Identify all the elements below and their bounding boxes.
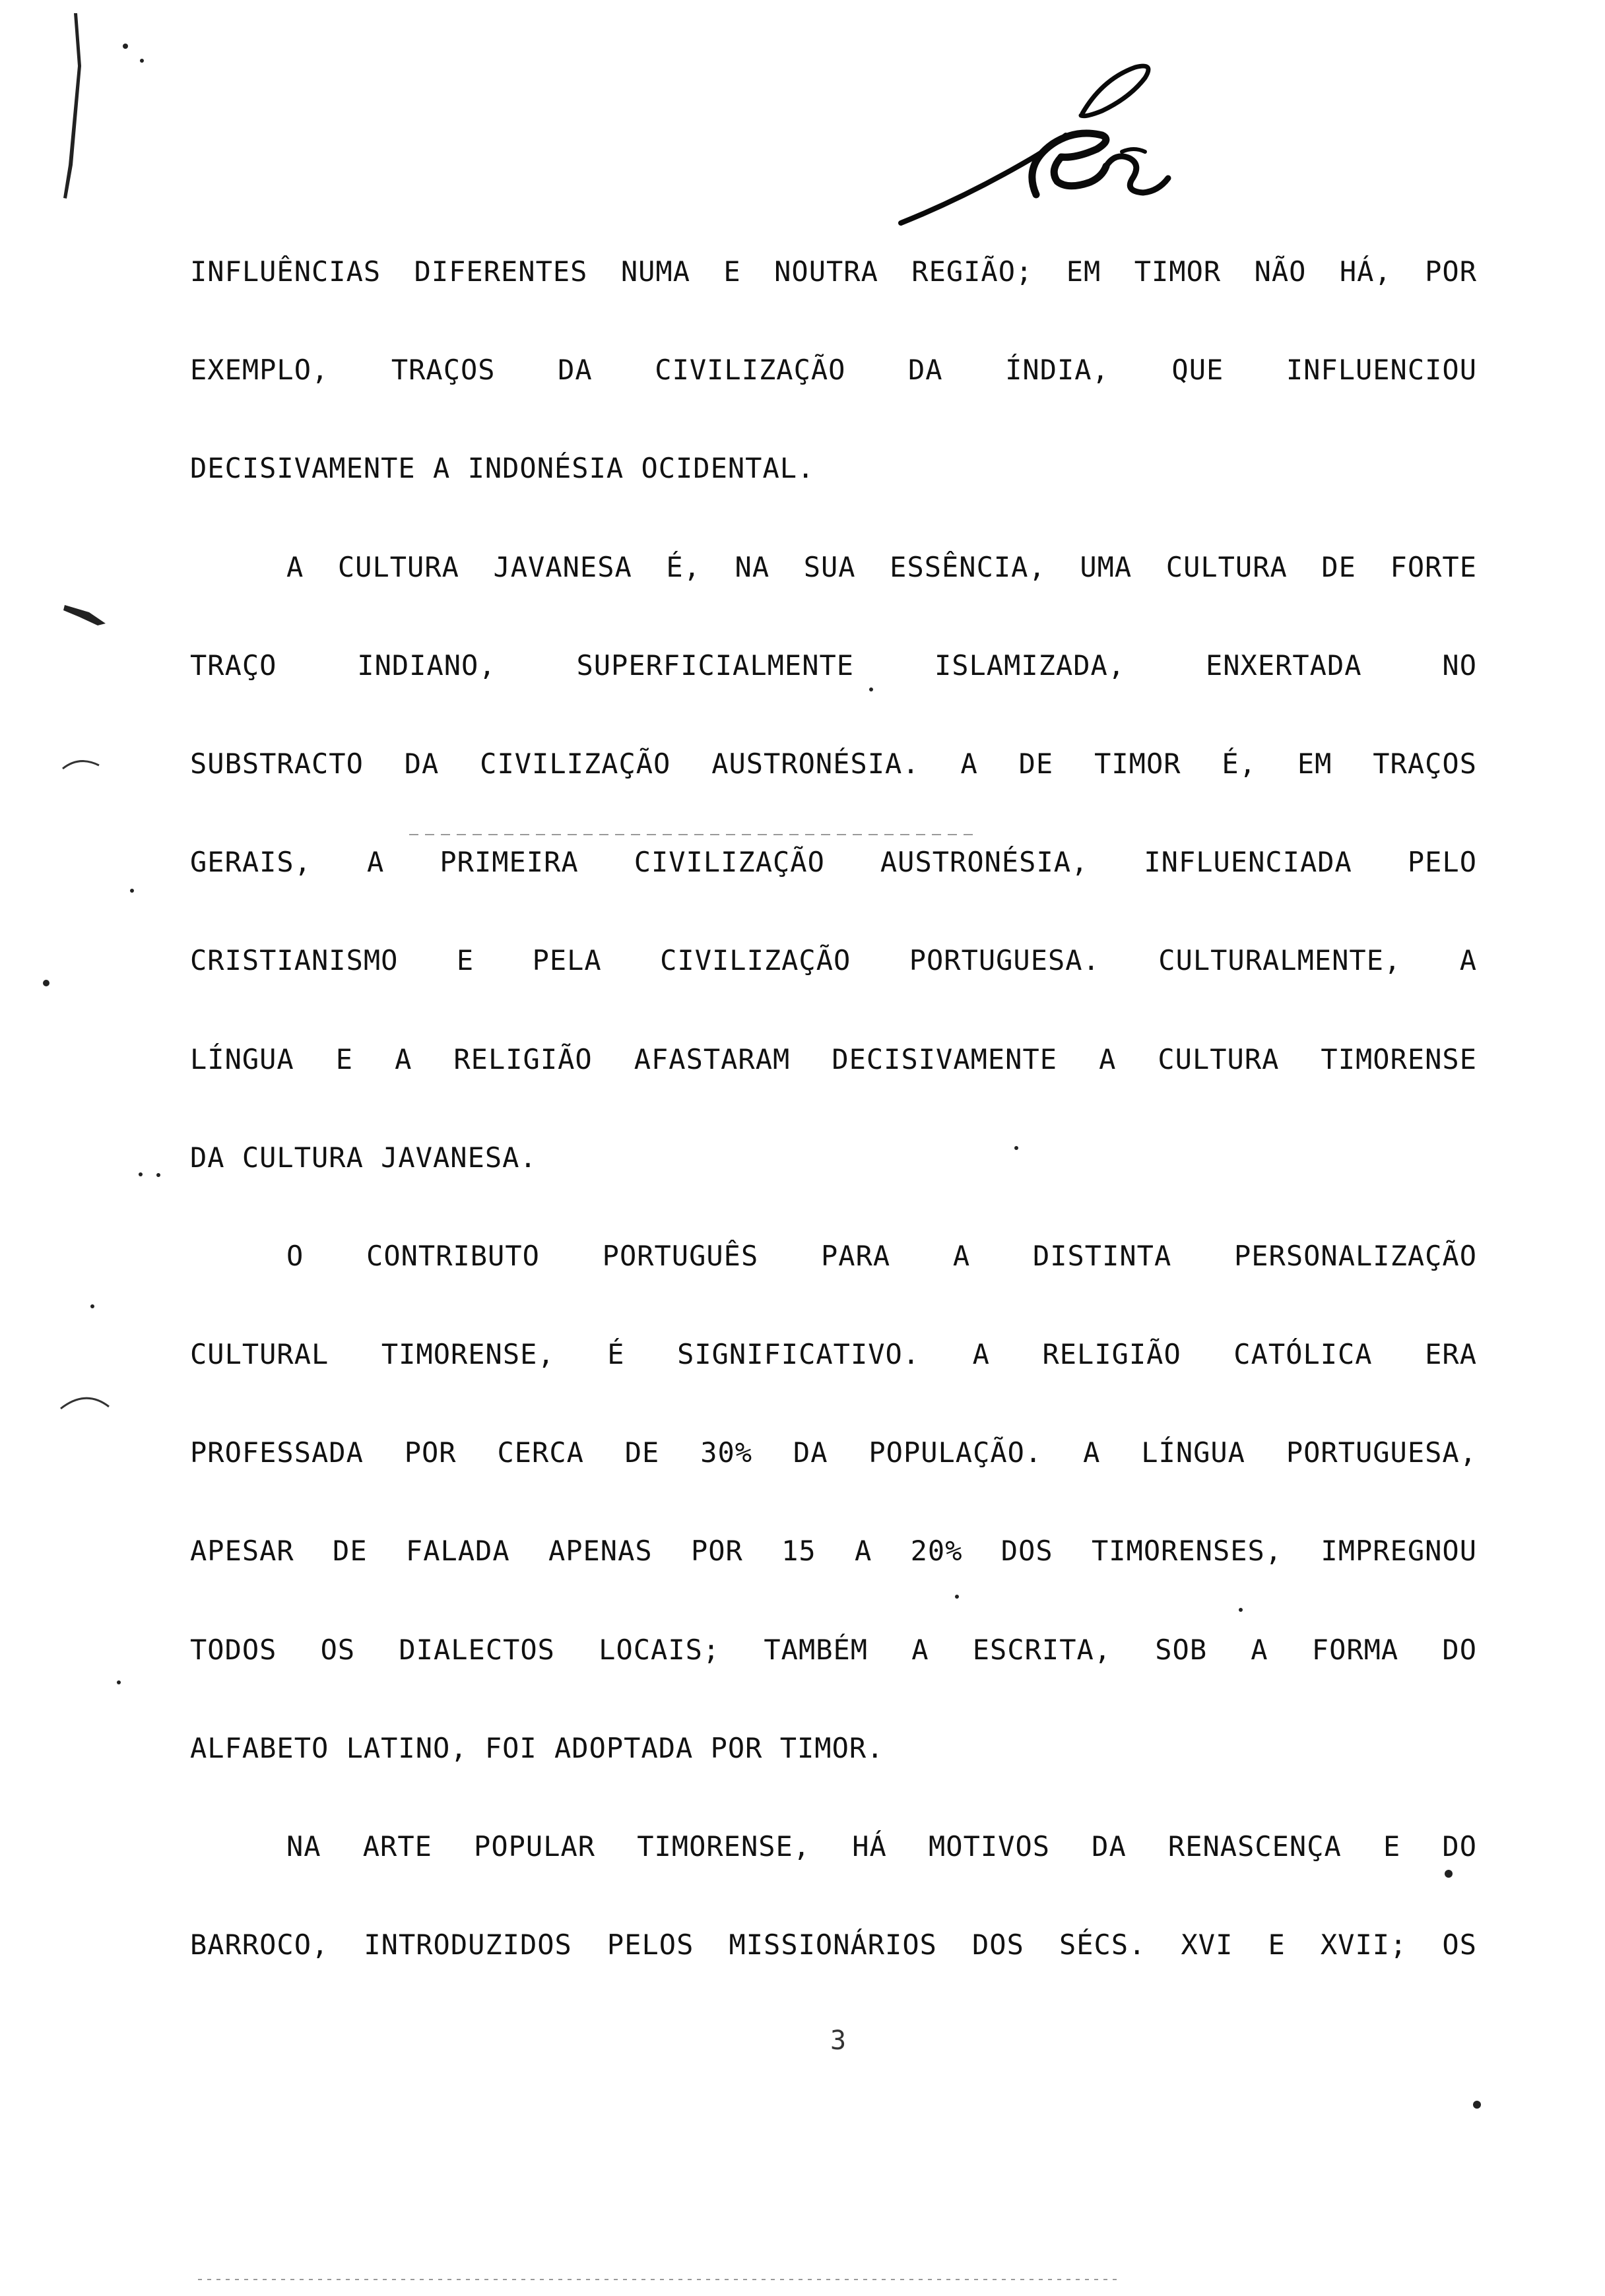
- text-line: APESAR DE FALADA APENAS POR 15 A 20% DOS TIMORENSES, IMPREGNOU: [190, 1535, 1477, 1568]
- text-line: NA ARTE POPULAR TIMORENSE, HÁ MOTIVOS DA RENASCENÇA E DO: [286, 1830, 1477, 1863]
- page-number: 3: [830, 2025, 847, 2056]
- text-line: CULTURAL TIMORENSE, É SIGNIFICATIVO. A RELIGIÃO CATÓLICA ERA: [190, 1338, 1477, 1371]
- text-line: DECISIVAMENTE A INDONÉSIA OCIDENTAL.: [190, 452, 815, 485]
- text-line: ALFABETO LATINO, FOI ADOPTADA POR TIMOR.: [190, 1731, 884, 1764]
- speck: [43, 980, 49, 986]
- speck: [90, 1304, 94, 1308]
- speck: [156, 1173, 160, 1177]
- text-line: INFLUÊNCIAS DIFERENTES NUMA E NOUTRA REGIÃO; EM TIMOR NÃO HÁ, POR: [190, 255, 1477, 288]
- speck: [117, 1680, 121, 1684]
- text-line: CRISTIANISMO E PELA CIVILIZAÇÃO PORTUGUESA. CULTURALMENTE, A: [190, 944, 1477, 977]
- speck: [130, 889, 134, 893]
- speck: [123, 44, 128, 49]
- text-line: EXEMPLO, TRAÇOS DA CIVILIZAÇÃO DA ÍNDIA, QUE INFLUENCIOU: [190, 354, 1477, 387]
- margin-mark-1: [63, 13, 81, 199]
- handwritten-signature: [884, 53, 1195, 238]
- text-line: A CULTURA JAVANESA É, NA SUA ESSÊNCIA, UMA CULTURA DE FORTE: [286, 550, 1477, 583]
- text-line: GERAIS, A PRIMEIRA CIVILIZAÇÃO AUSTRONÉSIA, INFLUENCIADA PELO: [190, 846, 1477, 879]
- speck: [140, 59, 144, 63]
- text-line: TODOS OS DIALECTOS LOCAIS; TAMBÉM A ESCRITA, SOB A FORMA DO: [190, 1633, 1477, 1666]
- text-line: BARROCO, INTRODUZIDOS PELOS MISSIONÁRIOS DOS SÉCS. XVI E XVII; OS: [190, 1929, 1477, 1961]
- text-line: DA CULTURA JAVANESA.: [190, 1141, 537, 1174]
- text-line: SUBSTRACTO DA CIVILIZAÇÃO AUSTRONÉSIA. A DE TIMOR É, EM TRAÇOS: [190, 747, 1477, 780]
- body-text: [190, 245, 1477, 2017]
- text-line: TRAÇO INDIANO, SUPERFICIALMENTE ISLAMIZADA, ENXERTADA NO: [190, 649, 1477, 682]
- speck: [1473, 2101, 1481, 2109]
- margin-mark-4: [61, 1398, 109, 1409]
- text-line: PROFESSADA POR CERCA DE 30% DA POPULAÇÃO. A LÍNGUA PORTUGUESA,: [190, 1436, 1477, 1469]
- speck: [139, 1172, 143, 1176]
- margin-mark-3: [63, 761, 99, 769]
- text-line: O CONTRIBUTO PORTUGUÊS PARA A DISTINTA PERSONALIZAÇÃO: [286, 1239, 1477, 1272]
- text-line: LÍNGUA E A RELIGIÃO AFASTARAM DECISIVAMENTE A CULTURA TIMORENSE: [190, 1042, 1477, 1075]
- margin-mark-2: [63, 605, 106, 625]
